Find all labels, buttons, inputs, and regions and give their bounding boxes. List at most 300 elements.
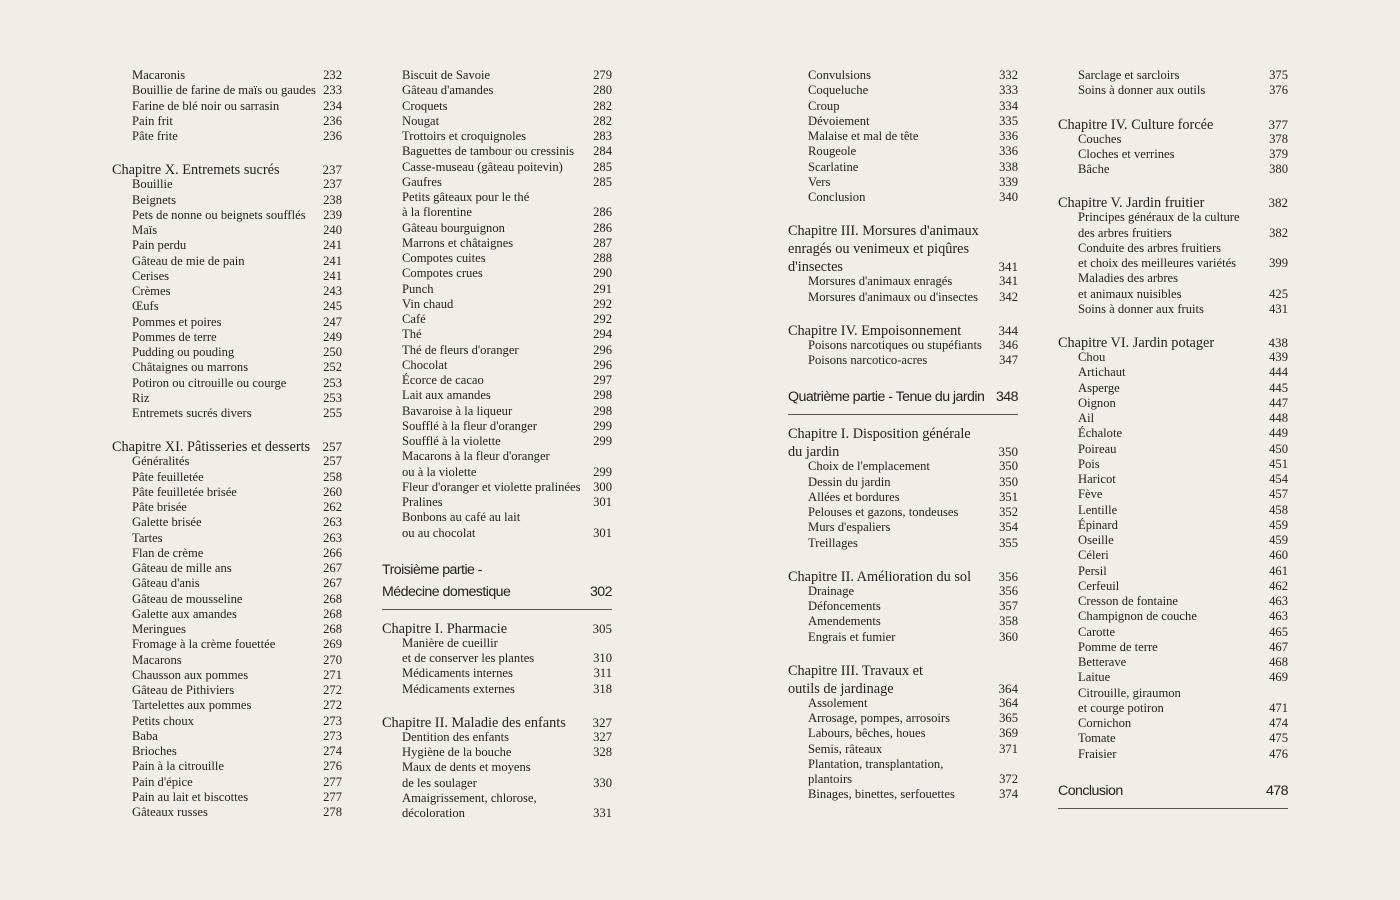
toc-entry-line: Médecine domestique xyxy=(382,583,511,600)
toc-item xyxy=(1058,625,1288,640)
toc-entry-line: plantoirs xyxy=(808,772,853,786)
toc-page-number: 283 xyxy=(593,129,612,143)
toc-page-number: 425 xyxy=(1269,286,1288,301)
toc-entry-title xyxy=(402,251,486,266)
toc-item xyxy=(1058,302,1288,317)
toc-item xyxy=(788,99,1018,114)
toc-page-number: 291 xyxy=(593,281,612,296)
toc-entry-title xyxy=(808,630,895,645)
toc-chapter xyxy=(788,222,1018,276)
toc-page-number: 331 xyxy=(593,806,612,820)
toc-entry-title xyxy=(1078,747,1116,762)
toc-entry-title xyxy=(1078,548,1109,563)
toc-page-number: 444 xyxy=(1269,365,1288,380)
toc-item xyxy=(112,485,342,500)
toc-item xyxy=(788,505,1018,520)
toc-page-number: 467 xyxy=(1269,639,1288,654)
toc-entry-title xyxy=(132,485,237,500)
toc-entry-title xyxy=(788,425,971,461)
toc-entry-line: Compotes crues xyxy=(402,266,483,281)
toc-entry-line: Petits gâteaux pour le thé xyxy=(402,190,530,204)
toc-page-number: 280 xyxy=(593,83,612,98)
toc-page-number: 266 xyxy=(323,545,342,560)
toc-entry-line: Chapitre I. Disposition générale xyxy=(788,426,971,443)
toc-page-number: 449 xyxy=(1269,426,1288,441)
toc-entry-line: Lait aux amandes xyxy=(402,388,491,403)
toc-item xyxy=(788,711,1018,726)
toc-page-number: 301 xyxy=(593,525,612,540)
toc-item xyxy=(788,630,1018,645)
toc-item xyxy=(382,388,612,403)
toc-item xyxy=(382,404,612,419)
toc-entry-line: Meringues xyxy=(132,622,186,636)
toc-entry-line: Carotte xyxy=(1078,624,1116,639)
toc-page-number: 431 xyxy=(1269,301,1288,316)
toc-page-number: 258 xyxy=(323,469,342,484)
toc-page-number: 399 xyxy=(1269,256,1288,270)
toc-entry-line: Cornichon xyxy=(1078,716,1132,730)
toc-page-number: 451 xyxy=(1269,456,1288,471)
toc-entry-title xyxy=(132,576,200,591)
toc-entry-title xyxy=(402,99,447,114)
toc-entry-line: Médicaments externes xyxy=(402,681,515,696)
toc-entry-line: Pâte brisée xyxy=(132,500,187,514)
toc-item xyxy=(382,327,612,342)
toc-page-number: 236 xyxy=(323,113,342,128)
toc-entry-title xyxy=(1078,609,1197,624)
toc-page-number: 339 xyxy=(999,174,1018,189)
toc-item xyxy=(382,791,612,822)
toc-page-number: 300 xyxy=(593,479,612,494)
toc-page-number: 332 xyxy=(999,68,1018,82)
toc-item xyxy=(382,68,612,83)
toc-entry-title xyxy=(808,742,882,757)
toc-page-number: 282 xyxy=(593,113,612,128)
toc-entry-title xyxy=(808,475,891,490)
toc-entry-line: Gaufres xyxy=(402,174,442,189)
toc-page-number: 463 xyxy=(1269,609,1288,624)
toc-entry-title xyxy=(132,299,159,314)
toc-item xyxy=(382,760,612,791)
toc-entry-title xyxy=(132,668,248,683)
toc-entry-line: Lentille xyxy=(1078,502,1118,517)
toc-entry-title xyxy=(1078,686,1181,717)
toc-entry-title xyxy=(402,510,520,541)
toc-entry-title xyxy=(402,404,512,419)
toc-page-number: 475 xyxy=(1269,731,1288,746)
toc-entry-title xyxy=(1078,83,1205,98)
toc-entry-line: et choix des meilleures variétés xyxy=(1078,256,1237,270)
toc-page-number: 267 xyxy=(323,576,342,591)
toc-page-number: 327 xyxy=(593,729,612,744)
toc-page-number: 341 xyxy=(999,274,1018,289)
toc-item xyxy=(1058,210,1288,241)
toc-entry-title xyxy=(808,83,868,98)
toc-entry-line: Amendements xyxy=(808,614,881,629)
toc-entry-title xyxy=(402,358,447,373)
toc-entry-title xyxy=(402,434,501,449)
toc-entry-title xyxy=(132,592,243,607)
toc-page-number: 305 xyxy=(592,620,612,636)
toc-page-number: 439 xyxy=(1269,350,1288,364)
toc-entry-line: Pomme de terre xyxy=(1078,639,1158,654)
toc-page-number: 372 xyxy=(999,772,1018,786)
toc-entry-line: Pommes de terre xyxy=(132,329,217,344)
toc-entry-line: Laitue xyxy=(1078,670,1111,685)
toc-item xyxy=(382,343,612,358)
toc-entry-title xyxy=(808,520,890,535)
toc-entry-line: Scarlatine xyxy=(808,159,859,174)
toc-entry-title xyxy=(1058,780,1123,802)
toc-entry-title xyxy=(132,546,203,561)
toc-item xyxy=(382,449,612,480)
toc-item xyxy=(1058,579,1288,594)
toc-entry-title xyxy=(132,714,194,729)
toc-item xyxy=(112,607,342,622)
toc-item xyxy=(112,238,342,253)
toc-item xyxy=(1058,132,1288,147)
toc-entry-line: Poireau xyxy=(1078,441,1117,456)
toc-item xyxy=(112,576,342,591)
toc-entry-line: Convulsions xyxy=(808,68,871,82)
toc-entry-title xyxy=(132,470,204,485)
toc-entry-line: Nougat xyxy=(402,113,440,128)
toc-item xyxy=(788,696,1018,711)
toc-page-number: 335 xyxy=(999,113,1018,128)
toc-item xyxy=(1058,747,1288,762)
toc-entry-title xyxy=(1078,625,1115,640)
toc-entry-line: Plantation, transplantation, xyxy=(808,756,944,771)
toc-entry-line: Chapitre XI. Pâtisseries et desserts xyxy=(112,439,311,456)
toc-item xyxy=(112,391,342,406)
toc-entry-line: Bouillie de farine de maïs ou gaudes xyxy=(132,83,316,98)
toc-item xyxy=(112,759,342,774)
toc-entry-title xyxy=(402,129,526,144)
toc-entry-line: Hygiène de la bouche xyxy=(402,745,512,759)
toc-item xyxy=(1058,686,1288,717)
toc-page-number: 438 xyxy=(1268,335,1288,350)
toc-entry-title xyxy=(402,791,537,822)
toc-entry-line: Oseille xyxy=(1078,533,1114,547)
toc-page-number: 237 xyxy=(322,162,342,178)
toc-page-number: 282 xyxy=(593,98,612,113)
toc-entry-line: Maux de dents et moyens xyxy=(402,760,531,775)
toc-entry-title xyxy=(808,696,867,711)
toc-item xyxy=(788,274,1018,289)
toc-entry-line: Fraisier xyxy=(1078,746,1117,761)
toc-page-number: 273 xyxy=(323,728,342,743)
toc-entry-line: Macaronis xyxy=(132,68,186,82)
toc-entry-line: Chapitre X. Entremets sucrés xyxy=(112,162,280,179)
toc-entry-line: Gâteau de mille ans xyxy=(132,561,232,575)
toc-entry-title xyxy=(1078,731,1116,746)
toc-entry-line: Dessin du jardin xyxy=(808,474,891,489)
toc-entry-line: Bouillie xyxy=(132,177,173,192)
toc-entry-line: Gâteau d'amandes xyxy=(402,83,494,98)
toc-item xyxy=(382,114,612,129)
toc-entry-title xyxy=(132,114,173,129)
toc-item xyxy=(382,129,612,144)
toc-entry-title xyxy=(808,144,856,159)
toc-item xyxy=(112,531,342,546)
toc-item xyxy=(788,584,1018,599)
toc-entry-title xyxy=(402,312,426,327)
toc-entry-line: Manière de cueillir xyxy=(402,635,498,650)
toc-entry-title xyxy=(132,698,251,713)
toc-page-number: 243 xyxy=(323,284,342,298)
toc-entry-line: Chapitre II. Maladie des enfants xyxy=(382,714,566,731)
toc-page-number: 333 xyxy=(999,83,1018,98)
toc-item xyxy=(382,495,612,510)
toc-page-number: 365 xyxy=(999,711,1018,725)
toc-item xyxy=(788,726,1018,741)
toc-item xyxy=(112,561,342,576)
toc-page-number: 236 xyxy=(323,129,342,143)
toc-entry-title xyxy=(132,177,173,192)
toc-entry-title xyxy=(132,744,177,759)
toc-item xyxy=(382,266,612,281)
toc-entry-line: Chapitre VI. Jardin potager xyxy=(1058,335,1215,351)
toc-entry-line: Chapitre IV. Empoisonnement xyxy=(788,322,962,339)
toc-entry-line: Labours, bêches, houes xyxy=(808,726,926,741)
toc-page-number: 245 xyxy=(323,299,342,314)
toc-entry-line: Semis, râteaux xyxy=(808,741,883,756)
toc-entry-title xyxy=(132,500,187,515)
toc-page-number: 447 xyxy=(1269,395,1288,410)
toc-entry-line: et de conserver les plantes xyxy=(402,651,535,665)
toc-item xyxy=(1058,670,1288,685)
toc-entry-title xyxy=(402,343,519,358)
toc-entry-title xyxy=(1078,271,1182,302)
toc-item xyxy=(1058,487,1288,502)
toc-entry-line: Café xyxy=(402,312,426,326)
toc-page-number: 302 xyxy=(589,583,612,600)
toc-page-number: 271 xyxy=(323,667,342,682)
toc-entry-title xyxy=(132,269,169,284)
toc-item xyxy=(112,114,342,129)
toc-page-number: 253 xyxy=(323,390,342,405)
toc-page-number: 340 xyxy=(999,190,1018,204)
toc-entry-title xyxy=(402,175,442,190)
toc-page-number: 461 xyxy=(1269,563,1288,578)
toc-entry-title xyxy=(402,282,433,297)
toc-entry-title xyxy=(132,454,189,469)
toc-item xyxy=(382,221,612,236)
toc-entry-line: Pain à la citrouille xyxy=(132,759,224,774)
toc-page-number: 347 xyxy=(999,353,1018,367)
toc-page-number: 348 xyxy=(995,389,1018,406)
toc-entry-line: de les soulager xyxy=(402,775,477,790)
toc-entry-line: Maladies des arbres xyxy=(1078,271,1179,286)
toc-item xyxy=(1058,241,1288,272)
toc-entry-title xyxy=(402,760,531,791)
toc-item xyxy=(788,536,1018,551)
toc-page-number: 369 xyxy=(999,726,1018,741)
toc-page-number: 474 xyxy=(1269,716,1288,730)
toc-entry-title xyxy=(402,114,439,129)
toc-entry-title xyxy=(1078,68,1179,83)
toc-part xyxy=(788,386,1018,415)
toc-page-number: 241 xyxy=(323,238,342,253)
toc-entry-line: Tomate xyxy=(1078,731,1116,746)
toc-page-number: 350 xyxy=(999,474,1018,489)
toc-entry-title xyxy=(1078,457,1100,472)
toc-entry-line: Coqueluche xyxy=(808,83,869,98)
toc-item xyxy=(112,254,342,269)
toc-page-number: 298 xyxy=(593,403,612,418)
toc-entry-line: Fleur d'oranger et violette pralinées xyxy=(402,479,581,494)
toc-entry-line: Pets de nonne ou beignets soufflés xyxy=(132,207,306,222)
toc-entry-title xyxy=(132,376,286,391)
toc-item xyxy=(112,345,342,360)
toc-entry-title xyxy=(402,236,513,251)
toc-page-number: 471 xyxy=(1269,700,1288,715)
toc-entry-title xyxy=(808,536,858,551)
toc-item xyxy=(112,592,342,607)
toc-entry-title xyxy=(132,238,186,253)
toc-entry-line: ou au chocolat xyxy=(402,525,476,540)
toc-item xyxy=(1058,396,1288,411)
toc-item xyxy=(788,520,1018,535)
toc-entry-title xyxy=(808,459,930,474)
toc-page-number: 357 xyxy=(999,599,1018,613)
toc-item xyxy=(788,129,1018,144)
toc-entry-line: Allées et bordures xyxy=(808,489,900,504)
toc-entry-title xyxy=(132,315,222,330)
toc-entry-line: Beignets xyxy=(132,192,177,207)
toc-item xyxy=(112,269,342,284)
toc-entry-line: Principes généraux de la culture xyxy=(1078,210,1240,225)
toc-entry-title xyxy=(1078,655,1126,670)
toc-entry-title xyxy=(402,297,453,312)
toc-entry-line: Galette brisée xyxy=(132,515,202,530)
toc-entry-title xyxy=(1078,670,1110,685)
toc-entry-title xyxy=(132,284,170,299)
toc-entry-line: Pâte frite xyxy=(132,129,178,143)
toc-entry-line: Assolement xyxy=(808,695,868,710)
toc-entry-line: Œufs xyxy=(132,299,159,314)
toc-entry-title xyxy=(788,222,979,276)
toc-page-number: 232 xyxy=(323,68,342,82)
toc-item xyxy=(1058,381,1288,396)
toc-entry-title xyxy=(402,636,534,667)
toc-entry-line: Chapitre I. Pharmacie xyxy=(382,620,508,637)
toc-item xyxy=(112,515,342,530)
toc-entry-line: Persil xyxy=(1078,563,1107,578)
toc-item xyxy=(382,434,612,449)
toc-entry-line: Punch xyxy=(402,281,434,296)
toc-entry-line: à la florentine xyxy=(402,205,472,220)
toc-page-number: 241 xyxy=(323,268,342,283)
toc-page-number: 299 xyxy=(593,464,612,479)
toc-page-number: 476 xyxy=(1269,746,1288,761)
toc-entry-title xyxy=(132,729,158,744)
toc-item xyxy=(1058,147,1288,162)
toc-page-number: 334 xyxy=(999,98,1018,113)
toc-entry-line: Soufflé à la fleur d'oranger xyxy=(402,418,537,433)
toc-page-number: 296 xyxy=(593,357,612,372)
toc-entry-title xyxy=(132,129,178,144)
toc-entry-line: Tartelettes aux pommes xyxy=(132,698,252,713)
toc-page-number: 346 xyxy=(999,337,1018,352)
toc-entry-line: Maïs xyxy=(132,223,158,237)
toc-entry-title xyxy=(808,757,943,788)
toc-entry-title xyxy=(808,190,865,205)
toc-item xyxy=(382,666,612,681)
toc-entry-line: Pâte feuilletée xyxy=(132,469,204,484)
toc-entry-line: Pâte feuilletée brisée xyxy=(132,484,237,499)
toc-entry-line: Gâteau d'anis xyxy=(132,576,200,591)
toc-entry-title xyxy=(808,68,871,83)
toc-page-number: 336 xyxy=(999,144,1018,159)
toc-entry-title xyxy=(402,83,493,98)
toc-page-number: 238 xyxy=(323,192,342,207)
toc-entry-title xyxy=(402,666,513,681)
toc-page-number: 274 xyxy=(323,744,342,758)
toc-entry-line: Gâteau de mousseline xyxy=(132,591,243,606)
toc-item xyxy=(112,129,342,144)
toc-entry-line: Chapitre IV. Culture forcée xyxy=(1058,116,1214,133)
toc-entry-title xyxy=(788,662,923,698)
toc-page-number: 454 xyxy=(1269,472,1288,486)
toc-entry-line: Compotes cuites xyxy=(402,251,486,265)
toc-item xyxy=(382,480,612,495)
toc-entry-line: Asperge xyxy=(1078,380,1120,395)
toc-entry-line: Pain perdu xyxy=(132,238,187,253)
toc-page-number: 328 xyxy=(593,745,612,759)
toc-item xyxy=(112,729,342,744)
toc-page-number: 318 xyxy=(593,681,612,696)
toc-entry-line: Fève xyxy=(1078,487,1103,502)
toc-entry-line: Drainage xyxy=(808,583,855,598)
toc-entry-line: Bâche xyxy=(1078,162,1110,176)
toc-page-number: 469 xyxy=(1269,670,1288,685)
toc-item xyxy=(382,358,612,373)
toc-entry-title xyxy=(808,338,982,353)
toc-page-number: 465 xyxy=(1269,624,1288,639)
toc-entry-title xyxy=(808,490,900,505)
toc-entry-line: Généralités xyxy=(132,454,190,469)
toc-entry-line: Biscuit de Savoie xyxy=(402,68,491,82)
toc-entry-line: Murs d'espaliers xyxy=(808,520,891,535)
toc-entry-line: Arrosage, pompes, arrosoirs xyxy=(808,711,950,725)
toc-entry-title xyxy=(1078,533,1114,548)
toc-entry-title xyxy=(808,584,854,599)
toc-page-number: 358 xyxy=(999,614,1018,629)
toc-entry-line: Rougeole xyxy=(808,144,857,159)
toc-entry-title xyxy=(808,787,955,802)
toc-item xyxy=(788,290,1018,305)
toc-page-number: 263 xyxy=(323,515,342,530)
toc-entry-line: Poisons narcotico-acres xyxy=(808,353,928,367)
toc-page-number: 459 xyxy=(1269,533,1288,547)
toc-page-number: 278 xyxy=(323,805,342,819)
toc-entry-line: Troisième partie - xyxy=(382,561,482,578)
toc-entry-line: Gâteau de mie de pain xyxy=(132,253,245,268)
toc-item xyxy=(1058,442,1288,457)
toc-entry-line: Macarons à la fleur d'oranger xyxy=(402,449,550,464)
toc-entry-line: Engrais et fumier xyxy=(808,629,896,644)
toc-page-number: 376 xyxy=(1269,83,1288,98)
toc-item xyxy=(112,406,342,421)
toc-page-number: 263 xyxy=(323,530,342,545)
toc-item xyxy=(112,470,342,485)
toc-page-number: 301 xyxy=(593,495,612,509)
toc-page-number: 352 xyxy=(999,505,1018,519)
toc-page-number: 342 xyxy=(999,289,1018,304)
toc-item xyxy=(112,68,342,83)
toc-entry-title xyxy=(132,391,150,406)
